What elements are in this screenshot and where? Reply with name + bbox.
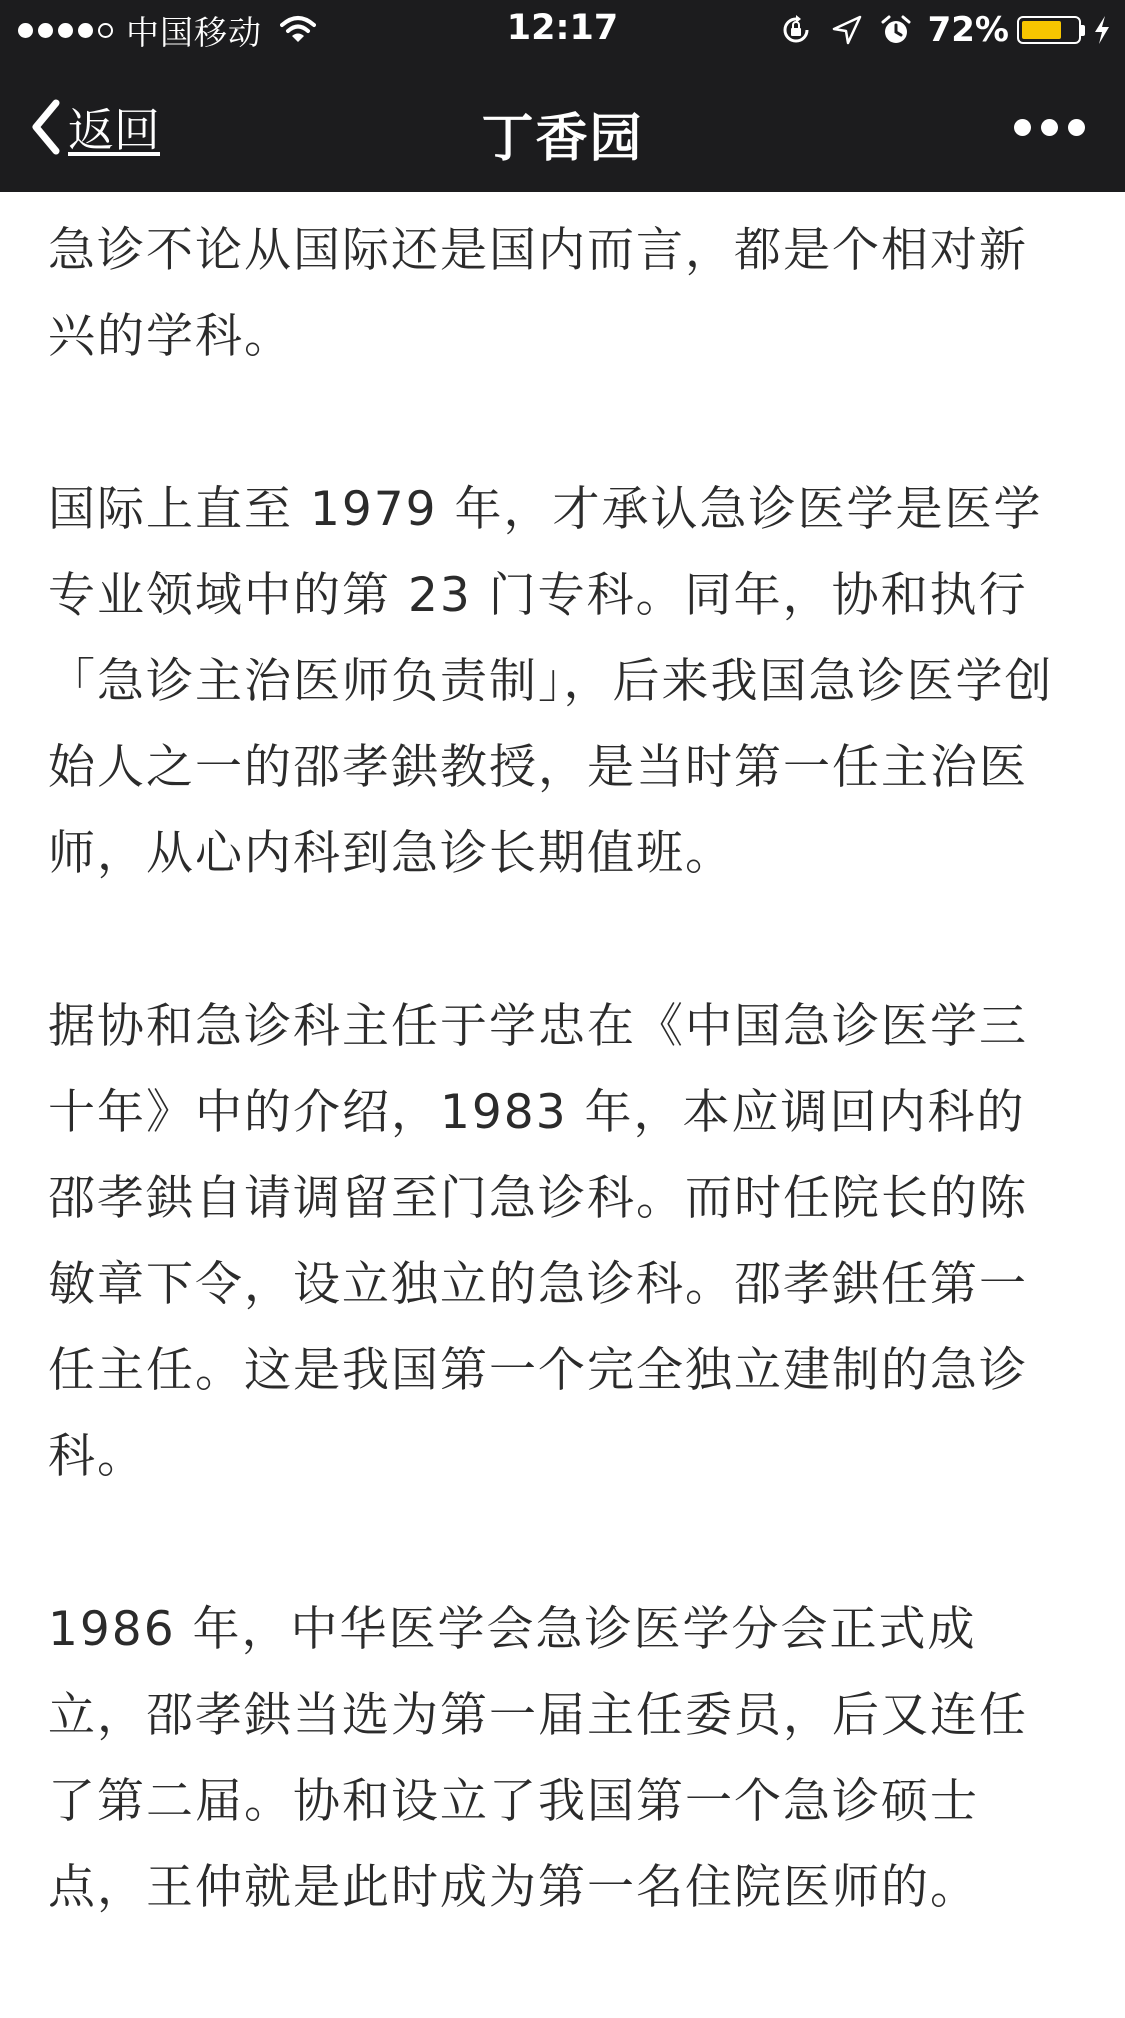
back-label: 返回 — [68, 103, 160, 157]
more-dots-icon — [1014, 119, 1031, 136]
battery-level-fill — [1022, 21, 1061, 39]
battery-nub — [1081, 25, 1085, 36]
alarm-clock-icon — [880, 14, 912, 46]
more-dot — [1041, 119, 1058, 136]
status-time: 12:17 — [506, 8, 619, 48]
more-dot — [1068, 119, 1085, 136]
article-paragraph: 国际上直至 1979 年，才承认急诊医学是医学专业领域中的第 23 门专科。同年，协和执行「急诊主治医师负责制」，后来我国急诊医学创始人之一的邵孝鉷教授，是当时第一任主治医师，从心内科到急诊长期值班。 — [48, 482, 1054, 881]
charging-bolt-icon — [1093, 15, 1111, 45]
article-paragraph: 急诊不论从国际还是国内而言，都是个相对新兴的学科。 — [48, 223, 1028, 364]
status-right-group — [780, 10, 1111, 50]
article-paragraph: 1986 年，中华医学会急诊医学分会正式成立，邵孝鉷当选为第一届主任委员，后又连任了第二届。协和设立了我国第一个急诊硕士点，王仲就是此时成为第一名住院医师的。 — [48, 1602, 1028, 1915]
location-arrow-icon — [830, 14, 864, 46]
more-button[interactable] — [1004, 112, 1085, 142]
article-paragraph: 据协和急诊科主任于学忠在《中国急诊医学三十年》中的介绍，1983 年，本应调回内科的邵孝鉷自请调留至门急诊科。而时任院长的陈敏章下令，设立独立的急诊科。邵孝鉷任第一任主任。这是我国第一个完全独立建制的急诊科。 — [48, 999, 1028, 1484]
nav-bar — [0, 60, 1125, 192]
article-body — [48, 208, 1068, 2018]
carrier-name: 中国移动 — [126, 12, 262, 52]
status-bar — [0, 0, 1125, 60]
orientation-lock-icon — [780, 14, 812, 46]
battery-icon — [1017, 16, 1081, 44]
battery-percent: 72% — [927, 10, 1009, 50]
page-title: 丁香园 — [481, 109, 644, 169]
